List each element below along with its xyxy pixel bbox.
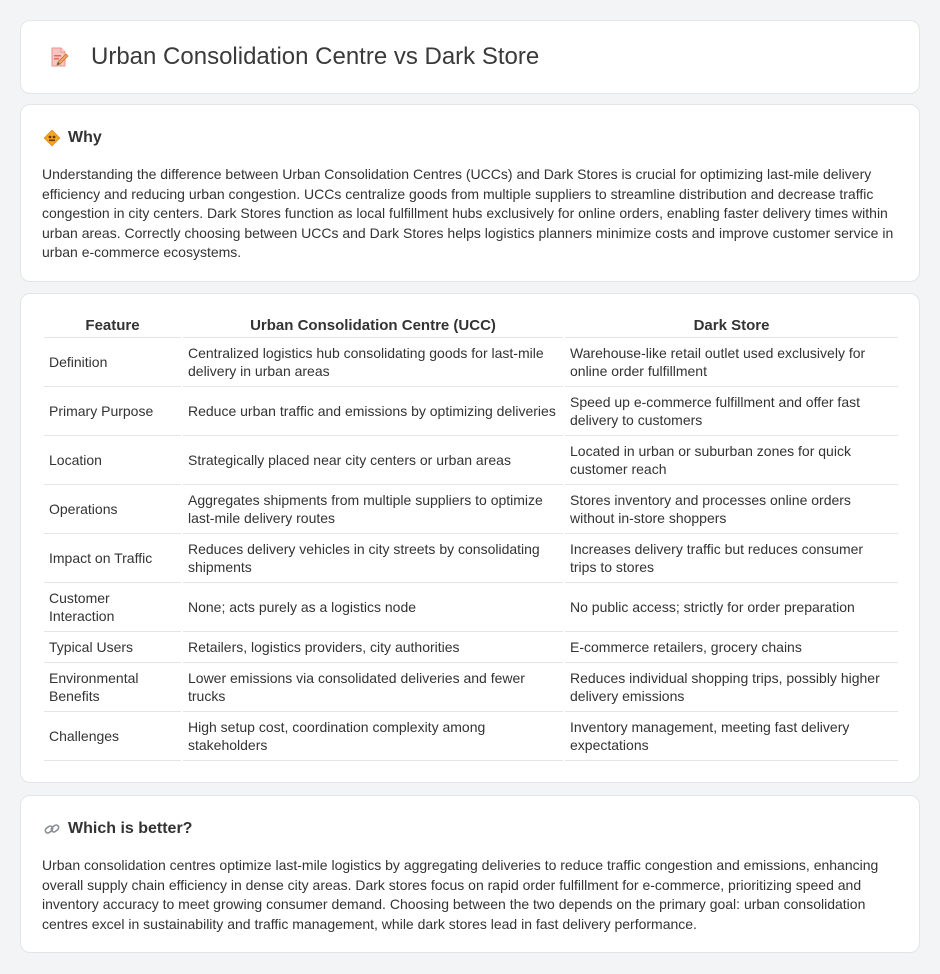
diamond-sign-icon [43, 129, 61, 147]
table-header-row [44, 316, 898, 338]
ucc-cell: None; acts purely as a logistics node [183, 583, 563, 632]
feature-cell: Operations [44, 485, 181, 534]
dark-store-cell: Located in urban or suburban zones for quick customer reach [565, 436, 898, 485]
feature-cell: Environmental Benefits [44, 663, 181, 712]
feature-cell: Location [44, 436, 181, 485]
page-title: Urban Consolidation Centre vs Dark Store [91, 43, 540, 70]
table-row [44, 387, 898, 436]
dark-store-cell: Speed up e-commerce fulfillment and offer fast delivery to customers [565, 387, 898, 436]
dark-store-cell: Warehouse-like retail outlet used exclusively for online order fulfillment [565, 338, 898, 387]
why-title: Why [68, 129, 102, 146]
table-row [44, 338, 898, 387]
why-body: Understanding the difference between Urban Consolidation Centres (UCCs) and Dark Stores is crucial for optimizing last-mile delivery efficiency and reducing urban congestion. UCCs centralize goods from multiple suppliers to streamline distribution and decrease traffic congestion in city centers. Dark Stores function as local fulfillment hubs exclusively for online orders, enabling faster delivery times within urban areas. Correctly choosing between UCCs and Dark Stores helps logistics planners minimize costs and improve customer service in urban e-commerce ecosystems. [42, 166, 894, 260]
dark-store-cell: Increases delivery traffic but reduces consumer trips to stores [565, 534, 898, 583]
dark-store-cell: No public access; strictly for order preparation [565, 583, 898, 632]
table-row [44, 583, 898, 632]
feature-cell: Customer Interaction [44, 583, 181, 632]
header-dark-store: Dark Store [565, 316, 898, 338]
feature-cell: Definition [44, 338, 181, 387]
dark-store-cell: E-commerce retailers, grocery chains [565, 632, 898, 663]
comparison-table [42, 316, 900, 761]
dark-store-cell: Reduces individual shopping trips, possibly higher delivery emissions [565, 663, 898, 712]
header-card [20, 20, 920, 94]
link-icon [43, 820, 61, 838]
ucc-cell: Strategically placed near city centers or urban areas [183, 436, 563, 485]
feature-cell: Impact on Traffic [44, 534, 181, 583]
ucc-cell: Reduce urban traffic and emissions by optimizing deliveries [183, 387, 563, 436]
ucc-cell: Lower emissions via consolidated deliveries and fewer trucks [183, 663, 563, 712]
document-edit-icon [47, 45, 71, 69]
better-title: Which is better? [68, 820, 193, 837]
ucc-cell: High setup cost, coordination complexity among stakeholders [183, 712, 563, 761]
feature-cell: Primary Purpose [44, 387, 181, 436]
table-row [44, 712, 898, 761]
header-ucc: Urban Consolidation Centre (UCC) [183, 316, 563, 338]
comparison-table-card [20, 293, 920, 783]
table-row [44, 485, 898, 534]
table-row [44, 632, 898, 663]
dark-store-cell: Stores inventory and processes online orders without in-store shoppers [565, 485, 898, 534]
ucc-cell: Retailers, logistics providers, city authorities [183, 632, 563, 663]
feature-cell: Typical Users [44, 632, 181, 663]
dark-store-cell: Inventory management, meeting fast delivery expectations [565, 712, 898, 761]
feature-cell: Challenges [44, 712, 181, 761]
which-is-better-section [20, 795, 920, 953]
better-body: Urban consolidation centres optimize last-mile logistics by aggregating deliveries to reduce traffic congestion and emissions, enhancing overall supply chain efficiency in dense city areas. Dark stores focus on rapid order fulfillment for e-commerce, prioritizing speed and inventory accuracy to meet growing consumer demand. Choosing between the two depends on the primary goal: urban consolidation centres excel in sustainability and traffic management, while dark stores lead in fast delivery performance. [42, 857, 879, 932]
ucc-cell: Reduces delivery vehicles in city streets by consolidating shipments [183, 534, 563, 583]
table-row [44, 534, 898, 583]
ucc-cell: Aggregates shipments from multiple suppliers to optimize last-mile delivery routes [183, 485, 563, 534]
table-row [44, 663, 898, 712]
ucc-cell: Centralized logistics hub consolidating goods for last-mile delivery in urban areas [183, 338, 563, 387]
header-feature: Feature [44, 316, 181, 338]
why-section [20, 104, 920, 282]
table-row [44, 436, 898, 485]
